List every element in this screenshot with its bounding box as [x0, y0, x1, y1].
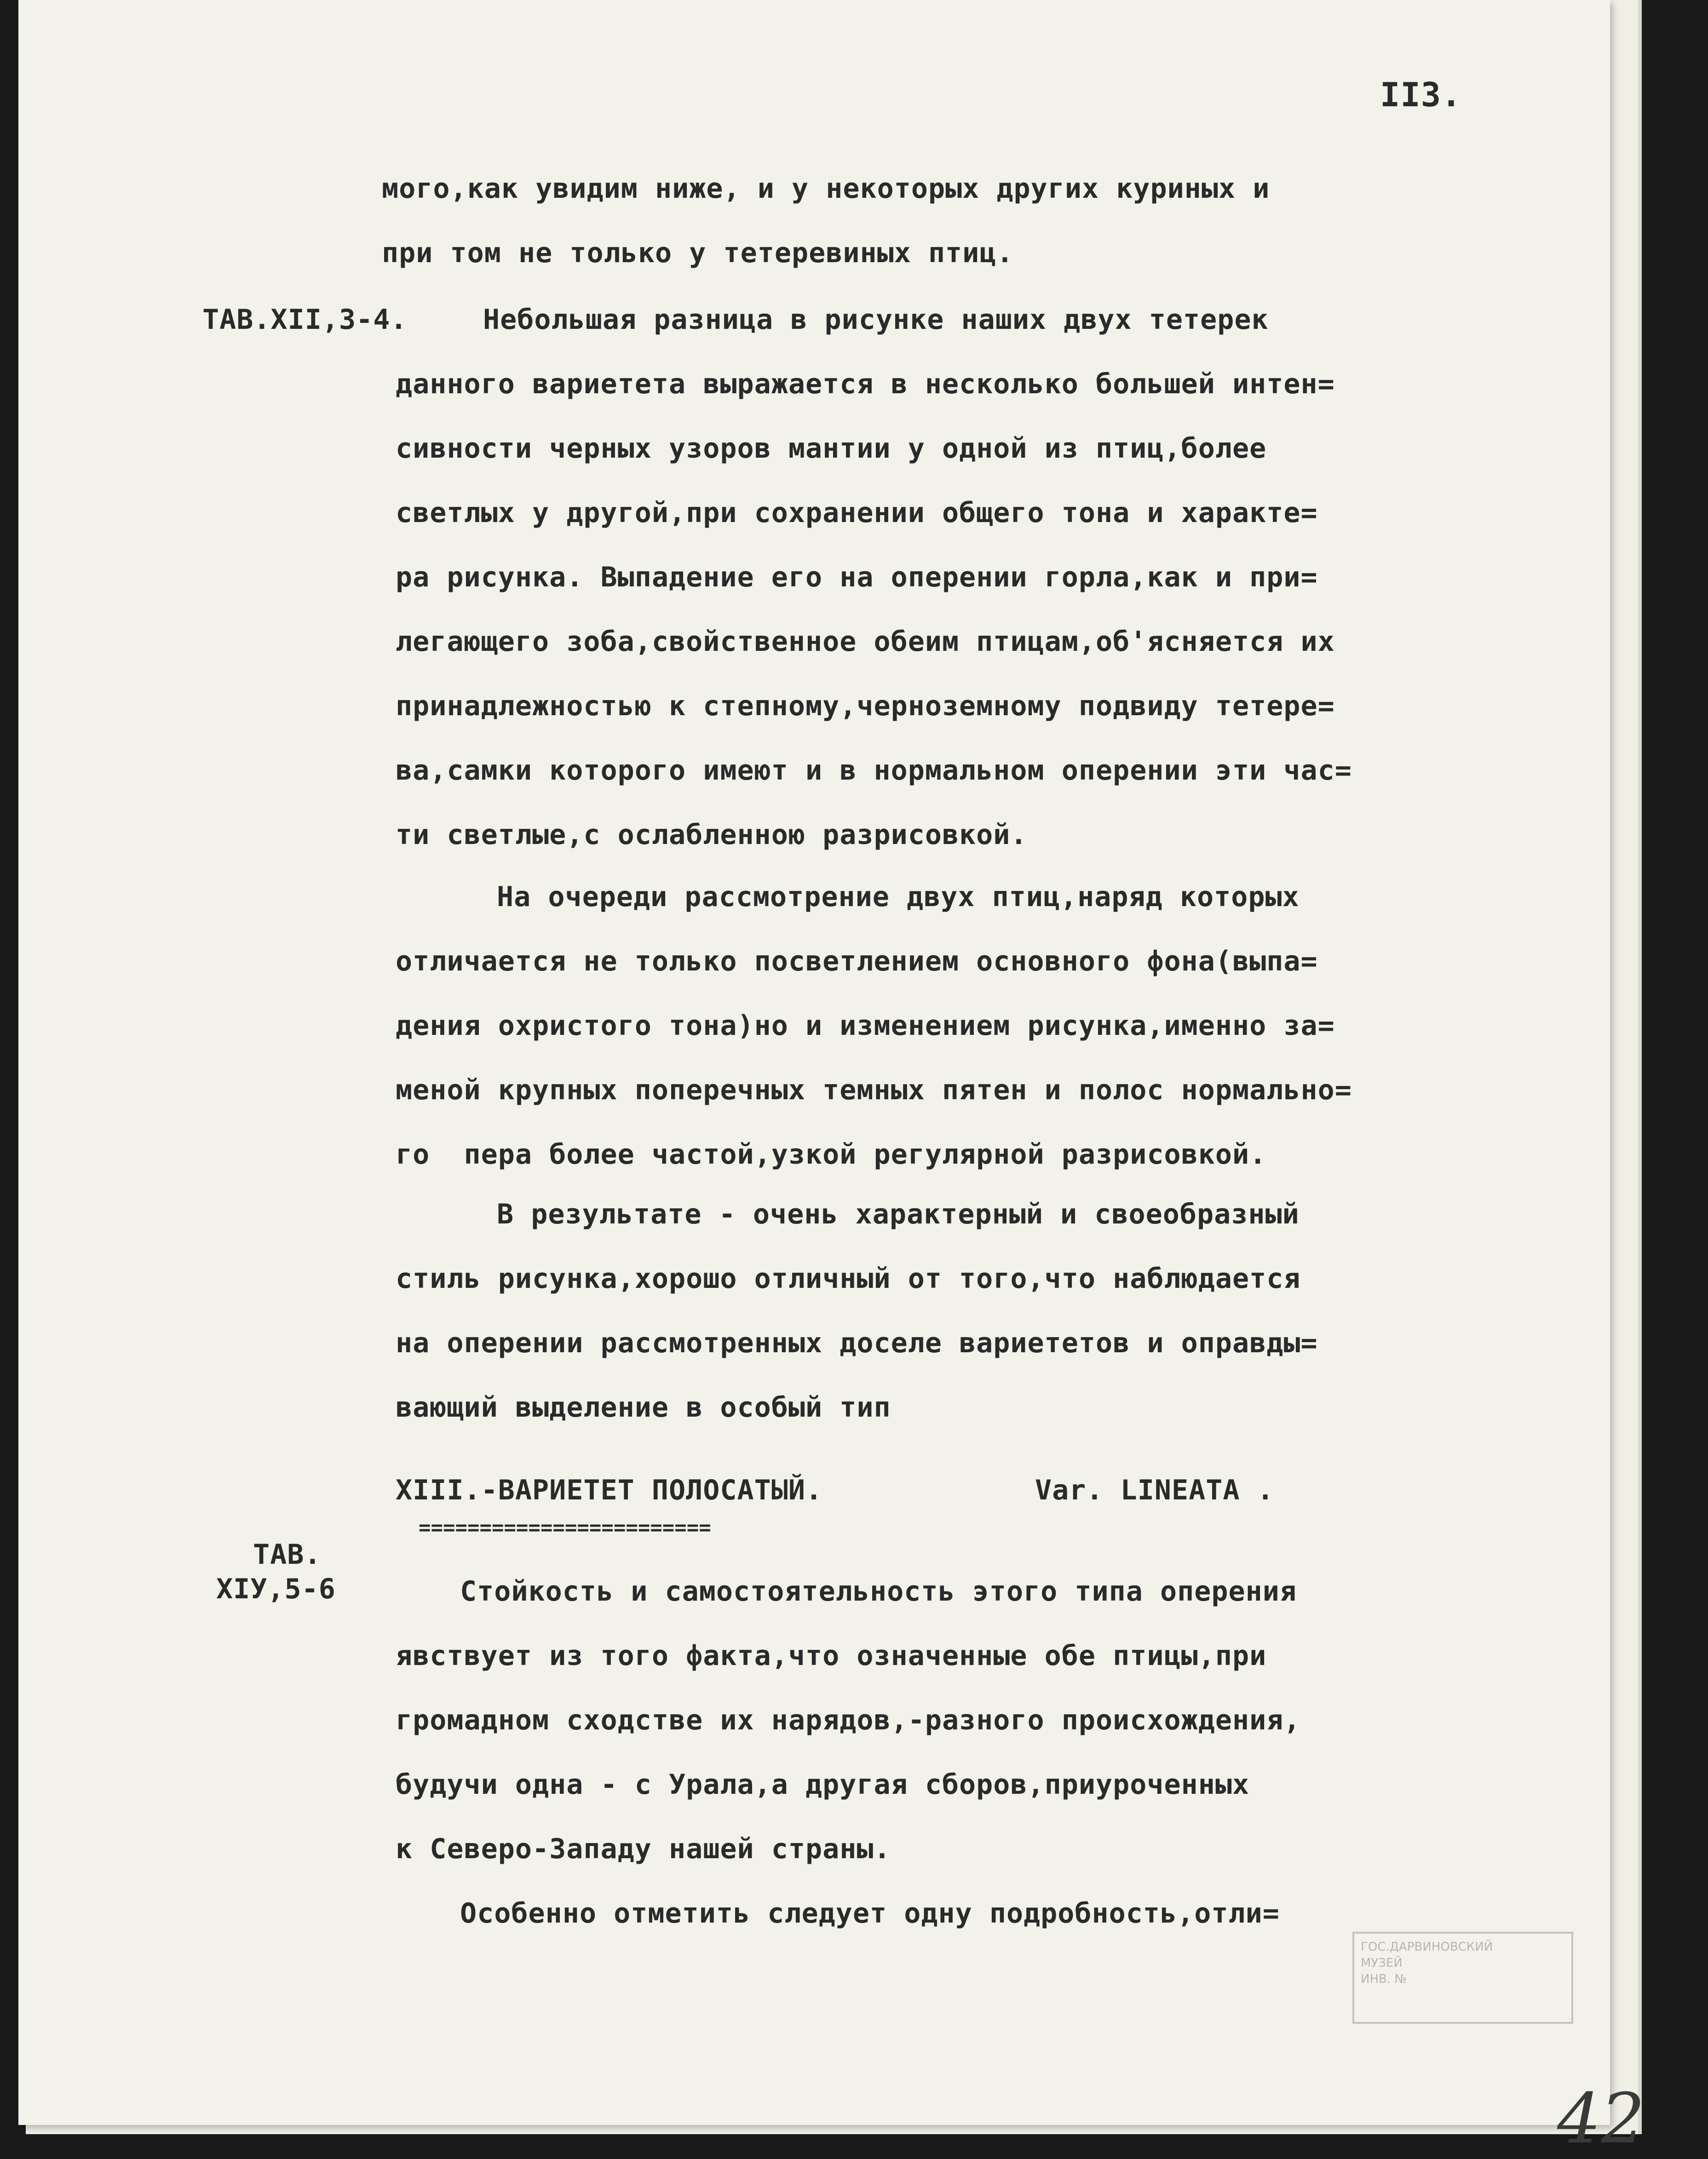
text-line: принадлежностью к степному,черноземному подвиду тетере= — [396, 690, 1335, 722]
text-line: при том не только у тетеревиных птиц. — [382, 237, 1014, 269]
text-line: мого,как увидим ниже, и у некоторых других куриных и — [382, 172, 1270, 205]
stamp-line: ГОС.ДАРВИНОВСКИЙ — [1361, 1940, 1493, 1954]
text-line: к Северо-Западу нашей страны. — [396, 1833, 891, 1865]
text-line: Стойкость и самостоятельность этого типа оперения — [460, 1575, 1297, 1608]
text-line: легающего зоба,свойственное обеим птицам,об'ясняется их — [396, 626, 1335, 658]
text-line: отличается не только посветлением основного фона(выпа= — [396, 945, 1318, 977]
document-page — [18, 0, 1610, 2125]
section-heading-underline: ======================== — [419, 1516, 711, 1539]
text-line: будучи одна - с Урала,а другая сборов,приуроченных — [396, 1769, 1250, 1801]
archive-stamp — [1352, 1932, 1573, 2024]
text-line: ра рисунка. Выпадение его на оперении горла,как и при= — [396, 561, 1318, 593]
text-line: го пера более частой,узкой регулярной разрисовкой. — [396, 1138, 1267, 1171]
margin-reference: ТАВ.XII,3-4. — [202, 304, 408, 336]
text-line: меной крупных поперечных темных пятен и полос нормально= — [396, 1074, 1352, 1106]
text-line: вающий выделение в особый тип — [396, 1391, 891, 1424]
margin-reference: ТАВ. — [253, 1539, 322, 1571]
section-heading-latin: Var. LINEATA . — [1035, 1474, 1274, 1506]
text-line: сивности черных узоров мантии у одной из птиц,более — [396, 432, 1267, 465]
text-line: светлых у другой,при сохранении общего тона и характе= — [396, 497, 1318, 529]
text-line: на оперении рассмотренных доселе вариететов и оправды= — [396, 1327, 1318, 1359]
text-line: громадном сходстве их нарядов,-разного происхождения, — [396, 1704, 1301, 1736]
text-line: ва,самки которого имеют и в нормальном оперении эти час= — [396, 754, 1352, 787]
stamp-line: МУЗЕЙ — [1361, 1956, 1403, 1970]
text-line: ти светлые,с ослабленною разрисовкой. — [396, 819, 1028, 851]
text-line: данного вариетета выражается в несколько большей интен= — [396, 368, 1335, 400]
text-line: стиль рисунка,хорошо отличный от того,что наблюдается — [396, 1263, 1301, 1295]
text-line: В результате - очень характерный и своеобразный — [497, 1198, 1300, 1230]
text-line: Небольшая разница в рисунке наших двух тетерек — [483, 304, 1269, 336]
text-line: явствует из того факта,что означенные обе птицы,при — [396, 1640, 1267, 1672]
text-line: На очереди рассмотрение двух птиц,наряд которых — [497, 881, 1300, 913]
section-heading: XIII.-ВАРИЕТЕТ ПОЛОСАТЫЙ. — [396, 1474, 823, 1506]
text-line: дения охристого тона)но и изменением рисунка,именно за= — [396, 1010, 1335, 1042]
margin-reference: XIУ,5-6 — [216, 1573, 336, 1605]
folio-number: 42 — [1557, 2079, 1645, 2159]
stamp-line: ИНВ. № — [1361, 1972, 1407, 1987]
text-line: Особенно отметить следует одну подробность,отли= — [460, 1897, 1280, 1929]
page-number: II3. — [1380, 75, 1462, 114]
